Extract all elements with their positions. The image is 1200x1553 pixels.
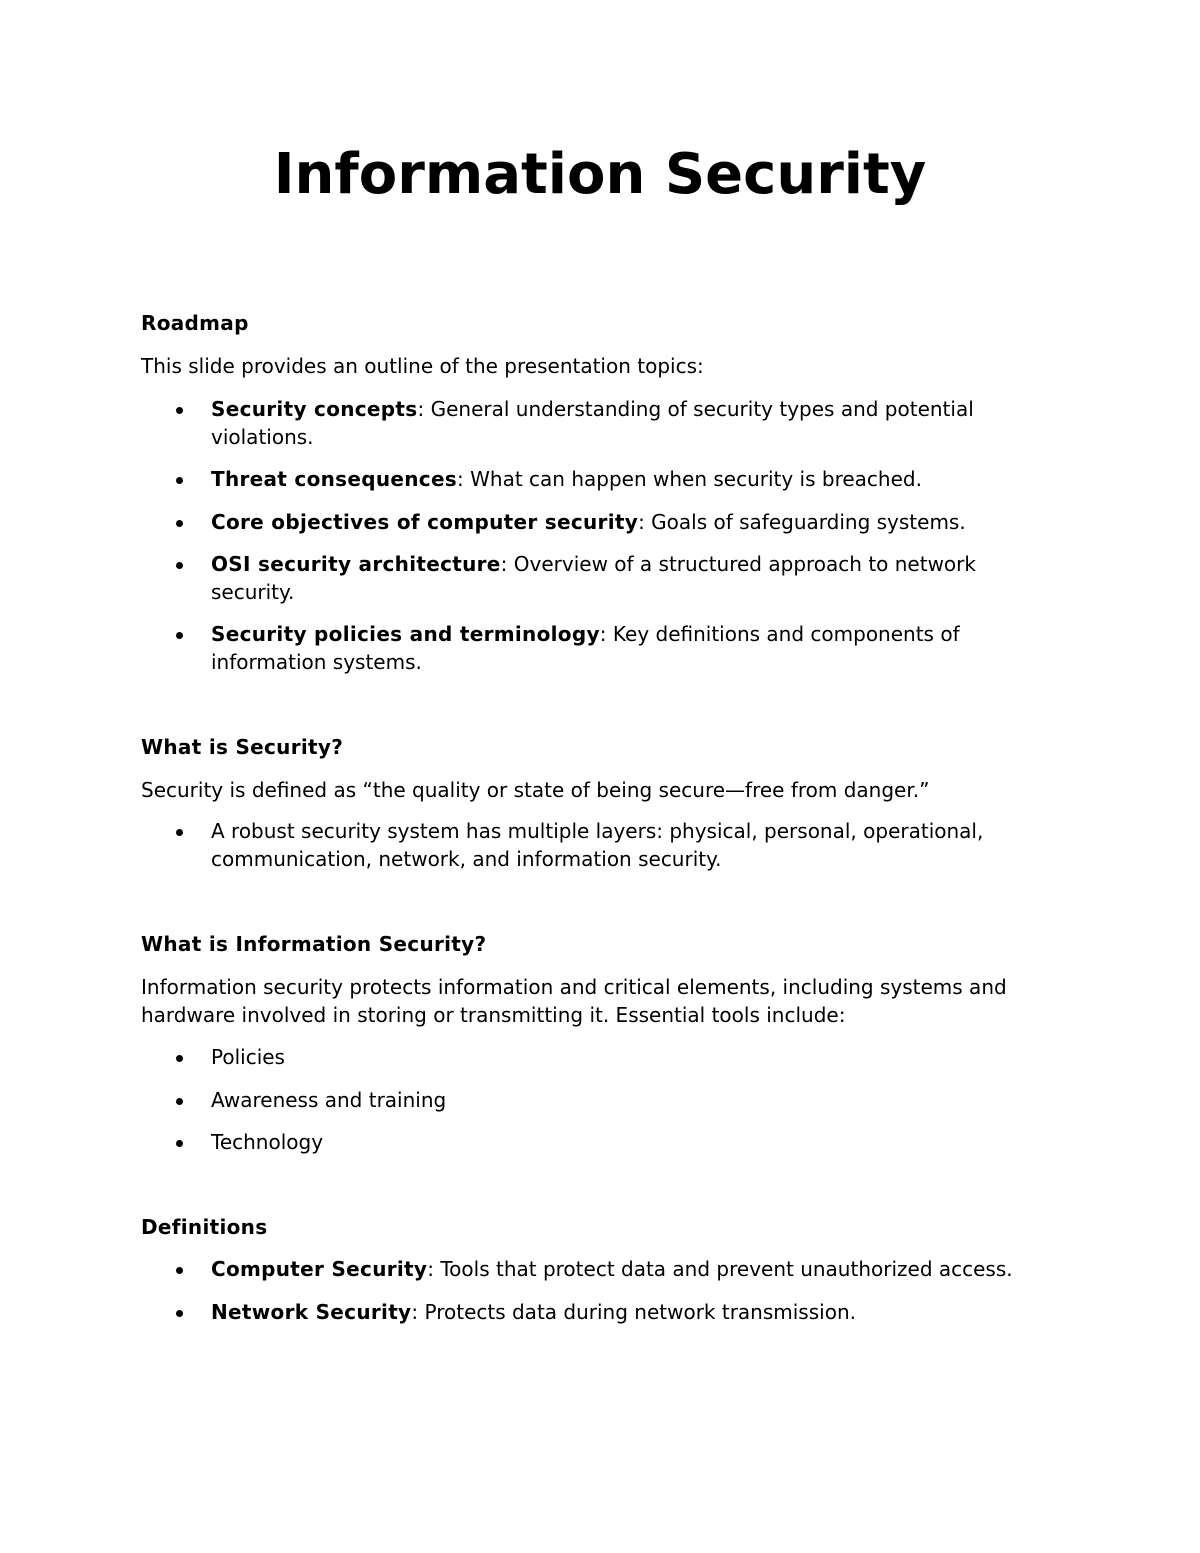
bullet-icon [176, 1267, 183, 1274]
roadmap-item-term: Core objectives of computer security [211, 509, 639, 534]
what-is-infosec-item-text: Awareness and training [211, 1087, 447, 1112]
bullet-icon [176, 407, 183, 414]
definitions-item [141, 1256, 1061, 1284]
bullet-icon [176, 477, 183, 484]
what-is-security-intro: Security is defined as “the quality or state of being secure—free from danger.” [141, 778, 930, 802]
roadmap-item-term: Security concepts [211, 397, 418, 421]
definitions-item-term: Computer Security [211, 1257, 428, 1281]
roadmap-item [141, 621, 1061, 676]
what-is-security-item-text: A robust security system has multiple layers: physical, personal, operational, communication, network, and information security. [211, 819, 984, 871]
what-is-infosec-item [141, 1044, 1061, 1072]
what-is-infosec-item-text: Technology [211, 1130, 324, 1154]
roadmap-item-text: General understanding of security types and potential violations. [211, 397, 974, 449]
bullet-icon [176, 1055, 183, 1062]
bullet-icon [176, 829, 183, 836]
roadmap-item-separator: : [599, 622, 613, 646]
bullet-icon [176, 562, 183, 569]
roadmap-item [141, 509, 1061, 537]
roadmap-item-text: Key definitions and components of information systems. [211, 622, 960, 674]
what-is-infosec-item [141, 1129, 1061, 1157]
roadmap-item-separator: : [500, 552, 514, 576]
roadmap-item-term: Threat consequences [211, 467, 458, 491]
bullet-icon [176, 632, 183, 639]
roadmap-heading: Roadmap [141, 311, 249, 335]
what-is-security-heading: What is Security? [141, 735, 344, 759]
what-is-security-list [141, 818, 1061, 888]
roadmap-item-text: Goals of safeguarding systems. [651, 509, 966, 534]
bullet-icon [176, 1140, 183, 1147]
roadmap-item [141, 466, 1061, 494]
roadmap-item-text: Overview of a structured approach to network security. [211, 552, 976, 604]
roadmap-item-separator: : [638, 509, 652, 534]
roadmap-item-separator: : [417, 397, 431, 421]
definitions-list [141, 1256, 1061, 1341]
what-is-infosec-intro: Information security protects information and critical elements, including systems and hardware involved in storing or transmitting it. Essential tools include: [141, 975, 1007, 1027]
roadmap-item [141, 396, 1061, 451]
definitions-item [141, 1299, 1061, 1327]
roadmap-intro: This slide provides an outline of the presentation topics: [141, 354, 704, 378]
what-is-security-item [141, 818, 1061, 873]
document-title: Information Security [273, 142, 927, 207]
what-is-infosec-item [141, 1087, 1061, 1115]
roadmap-item-separator: : [457, 467, 471, 491]
what-is-infosec-list [141, 1044, 1061, 1172]
roadmap-item-term: Security policies and terminology [211, 622, 600, 646]
definitions-item-text: Tools that protect data and prevent unauthorized access. [440, 1257, 1013, 1281]
definitions-item-term: Network Security [211, 1299, 412, 1324]
definitions-heading: Definitions [141, 1215, 268, 1239]
definitions-item-text: Protects data during network transmission. [424, 1299, 856, 1324]
bullet-icon [176, 1098, 183, 1105]
roadmap-item [141, 551, 1061, 606]
what-is-infosec-item-text: Policies [211, 1045, 285, 1069]
definitions-item-separator: : [427, 1257, 441, 1281]
what-is-infosec-heading: What is Information Security? [141, 932, 487, 956]
roadmap-item-text: What can happen when security is breached. [470, 467, 922, 491]
roadmap-list [141, 396, 1061, 691]
bullet-icon [176, 1310, 183, 1317]
definitions-item-separator: : [411, 1299, 425, 1324]
bullet-icon [176, 520, 183, 527]
roadmap-item-term: OSI security architecture [211, 552, 501, 576]
